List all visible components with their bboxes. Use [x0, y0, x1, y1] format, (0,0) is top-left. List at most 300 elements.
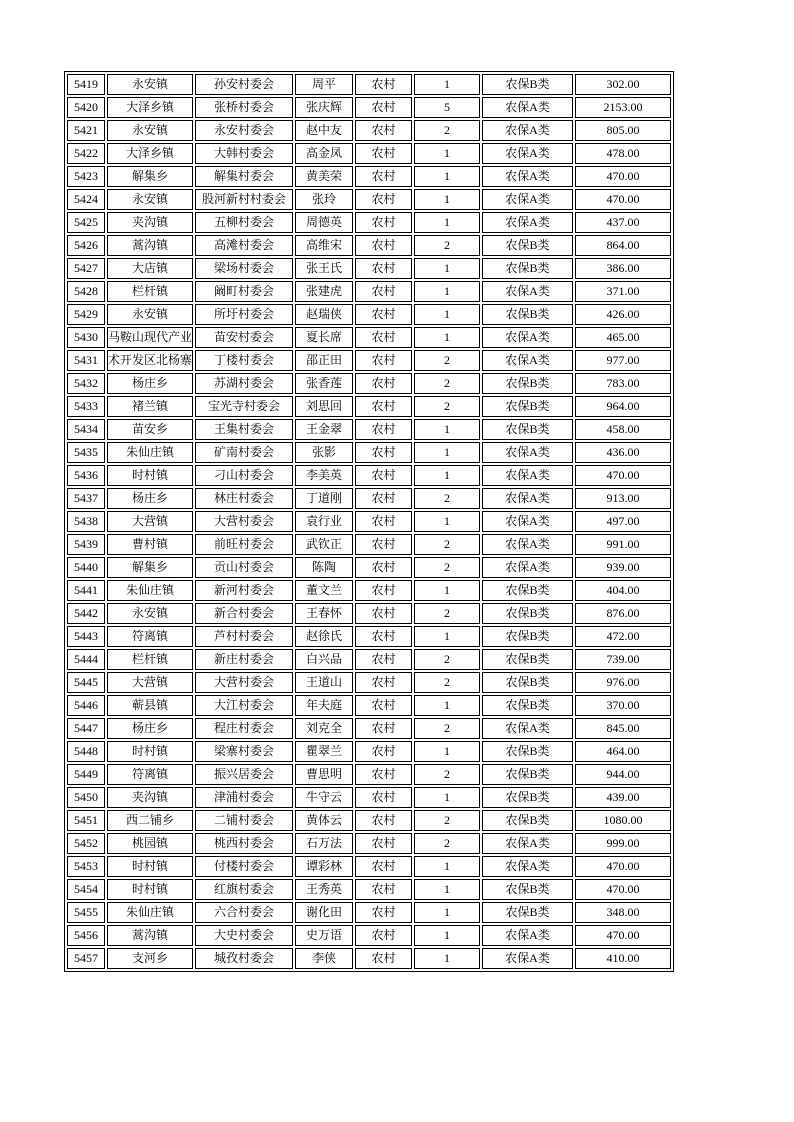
table-row [67, 189, 671, 210]
cell-household-type: 农村 [355, 350, 412, 371]
cell-seq: 5436 [67, 465, 105, 486]
cell-person: 王道山 [295, 672, 353, 693]
table-row [67, 488, 671, 509]
cell-household-type: 农村 [355, 925, 412, 946]
cell-category: 农保A类 [482, 143, 573, 164]
cell-seq: 5438 [67, 511, 105, 532]
cell-person: 袁行业 [295, 511, 353, 532]
cell-person: 瞿翠兰 [295, 741, 353, 762]
table-row [67, 557, 671, 578]
cell-seq: 5419 [67, 74, 105, 95]
cell-committee: 新庄村委会 [195, 649, 293, 670]
cell-category: 农保B类 [482, 902, 573, 923]
cell-category: 农保A类 [482, 534, 573, 555]
cell-count: 1 [414, 787, 480, 808]
cell-household-type: 农村 [355, 465, 412, 486]
table-row [67, 97, 671, 118]
cell-town: 永安镇 [107, 603, 193, 624]
cell-household-type: 农村 [355, 396, 412, 417]
cell-seq: 5426 [67, 235, 105, 256]
cell-town: 解集乡 [107, 166, 193, 187]
cell-town: 朱仙庄镇 [107, 580, 193, 601]
cell-town: 永安镇 [107, 304, 193, 325]
cell-amount: 302.00 [575, 74, 671, 95]
cell-count: 1 [414, 580, 480, 601]
table-row [67, 856, 671, 877]
cell-seq: 5429 [67, 304, 105, 325]
cell-household-type: 农村 [355, 281, 412, 302]
cell-category: 农保B类 [482, 626, 573, 647]
cell-person: 石万法 [295, 833, 353, 854]
cell-count: 1 [414, 166, 480, 187]
table-row [67, 948, 671, 969]
cell-household-type: 农村 [355, 856, 412, 877]
cell-category: 农保B类 [482, 235, 573, 256]
cell-person: 张香莲 [295, 373, 353, 394]
cell-seq: 5435 [67, 442, 105, 463]
cell-town: 大泽乡镇 [107, 143, 193, 164]
cell-seq: 5432 [67, 373, 105, 394]
table-row [67, 419, 671, 440]
cell-committee: 红旗村委会 [195, 879, 293, 900]
cell-seq: 5424 [67, 189, 105, 210]
cell-household-type: 农村 [355, 695, 412, 716]
cell-person: 赵徐氏 [295, 626, 353, 647]
cell-count: 1 [414, 327, 480, 348]
cell-person: 张庆辉 [295, 97, 353, 118]
cell-seq: 5454 [67, 879, 105, 900]
cell-category: 农保B类 [482, 580, 573, 601]
cell-amount: 944.00 [575, 764, 671, 785]
cell-person: 刘克全 [295, 718, 353, 739]
cell-seq: 5457 [67, 948, 105, 969]
cell-committee: 六合村委会 [195, 902, 293, 923]
cell-town: 夹沟镇 [107, 787, 193, 808]
cell-town: 苗安乡 [107, 419, 193, 440]
cell-count: 1 [414, 511, 480, 532]
cell-person: 张影 [295, 442, 353, 463]
cell-committee: 新河村委会 [195, 580, 293, 601]
cell-town: 时村镇 [107, 856, 193, 877]
cell-town: 永安镇 [107, 120, 193, 141]
cell-amount: 437.00 [575, 212, 671, 233]
cell-person: 张王氏 [295, 258, 353, 279]
cell-count: 1 [414, 143, 480, 164]
cell-count: 2 [414, 120, 480, 141]
cell-amount: 470.00 [575, 166, 671, 187]
cell-person: 夏长席 [295, 327, 353, 348]
cell-person: 王秀英 [295, 879, 353, 900]
cell-person: 李美英 [295, 465, 353, 486]
cell-category: 农保B类 [482, 396, 573, 417]
cell-person: 董文兰 [295, 580, 353, 601]
cell-count: 2 [414, 373, 480, 394]
cell-category: 农保B类 [482, 258, 573, 279]
cell-household-type: 农村 [355, 810, 412, 831]
cell-committee: 大营村委会 [195, 672, 293, 693]
cell-category: 农保A类 [482, 327, 573, 348]
cell-committee: 孙安村委会 [195, 74, 293, 95]
cell-seq: 5442 [67, 603, 105, 624]
cell-amount: 783.00 [575, 373, 671, 394]
cell-count: 2 [414, 557, 480, 578]
cell-seq: 5422 [67, 143, 105, 164]
cell-person: 周平 [295, 74, 353, 95]
cell-household-type: 农村 [355, 626, 412, 647]
cell-committee: 大史村委会 [195, 925, 293, 946]
cell-seq: 5439 [67, 534, 105, 555]
table-row [67, 304, 671, 325]
cell-category: 农保B类 [482, 304, 573, 325]
cell-household-type: 农村 [355, 258, 412, 279]
cell-household-type: 农村 [355, 718, 412, 739]
cell-committee: 大韩村委会 [195, 143, 293, 164]
cell-household-type: 农村 [355, 787, 412, 808]
cell-committee: 大营村委会 [195, 511, 293, 532]
table-row [67, 396, 671, 417]
cell-count: 1 [414, 925, 480, 946]
cell-amount: 805.00 [575, 120, 671, 141]
cell-amount: 964.00 [575, 396, 671, 417]
cell-category: 农保B类 [482, 695, 573, 716]
cell-seq: 5427 [67, 258, 105, 279]
cell-person: 高维宋 [295, 235, 353, 256]
table-row [67, 465, 671, 486]
cell-amount: 2153.00 [575, 97, 671, 118]
cell-seq: 5443 [67, 626, 105, 647]
cell-amount: 876.00 [575, 603, 671, 624]
cell-category: 农保A类 [482, 856, 573, 877]
cell-count: 1 [414, 212, 480, 233]
cell-person: 赵中友 [295, 120, 353, 141]
cell-category: 农保B类 [482, 373, 573, 394]
cell-count: 2 [414, 833, 480, 854]
table-row [67, 258, 671, 279]
cell-town: 解集乡 [107, 557, 193, 578]
cell-town: 曹村镇 [107, 534, 193, 555]
cell-seq: 5428 [67, 281, 105, 302]
cell-category: 农保A类 [482, 948, 573, 969]
cell-category: 农保A类 [482, 718, 573, 739]
cell-count: 1 [414, 419, 480, 440]
cell-committee: 高滩村委会 [195, 235, 293, 256]
table-row [67, 603, 671, 624]
cell-amount: 410.00 [575, 948, 671, 969]
cell-seq: 5450 [67, 787, 105, 808]
cell-committee: 永安村委会 [195, 120, 293, 141]
cell-category: 农保A类 [482, 166, 573, 187]
cell-committee: 桃西村委会 [195, 833, 293, 854]
cell-person: 丁道刚 [295, 488, 353, 509]
cell-household-type: 农村 [355, 327, 412, 348]
cell-seq: 5425 [67, 212, 105, 233]
cell-committee: 津浦村委会 [195, 787, 293, 808]
cell-count: 2 [414, 649, 480, 670]
cell-town: 褚兰镇 [107, 396, 193, 417]
cell-seq: 5452 [67, 833, 105, 854]
cell-town: 符离镇 [107, 764, 193, 785]
table-row [67, 350, 671, 371]
cell-category: 农保B类 [482, 879, 573, 900]
cell-household-type: 农村 [355, 833, 412, 854]
table-row [67, 649, 671, 670]
cell-person: 武钦正 [295, 534, 353, 555]
cell-count: 2 [414, 764, 480, 785]
table-row [67, 764, 671, 785]
cell-committee: 芦村村委会 [195, 626, 293, 647]
cell-count: 2 [414, 350, 480, 371]
table-row [67, 74, 671, 95]
cell-amount: 404.00 [575, 580, 671, 601]
cell-count: 1 [414, 189, 480, 210]
cell-town: 支河乡 [107, 948, 193, 969]
cell-town: 永安镇 [107, 189, 193, 210]
cell-seq: 5455 [67, 902, 105, 923]
cell-category: 农保A类 [482, 833, 573, 854]
cell-town: 杨庄乡 [107, 488, 193, 509]
cell-town: 朱仙庄镇 [107, 902, 193, 923]
cell-seq: 5434 [67, 419, 105, 440]
cell-count: 1 [414, 465, 480, 486]
cell-person: 年夫庭 [295, 695, 353, 716]
cell-amount: 439.00 [575, 787, 671, 808]
cell-household-type: 农村 [355, 948, 412, 969]
cell-household-type: 农村 [355, 672, 412, 693]
table-row [67, 718, 671, 739]
cell-household-type: 农村 [355, 488, 412, 509]
cell-person: 史万语 [295, 925, 353, 946]
cell-amount: 472.00 [575, 626, 671, 647]
cell-town: 时村镇 [107, 465, 193, 486]
cell-town: 术开发区北杨寨 [107, 350, 193, 371]
cell-category: 农保A类 [482, 465, 573, 486]
cell-count: 1 [414, 626, 480, 647]
cell-count: 2 [414, 235, 480, 256]
table-row [67, 925, 671, 946]
cell-town: 蕲县镇 [107, 695, 193, 716]
cell-amount: 739.00 [575, 649, 671, 670]
cell-amount: 497.00 [575, 511, 671, 532]
cell-household-type: 农村 [355, 97, 412, 118]
cell-amount: 977.00 [575, 350, 671, 371]
cell-amount: 1080.00 [575, 810, 671, 831]
cell-person: 牛守云 [295, 787, 353, 808]
cell-seq: 5430 [67, 327, 105, 348]
cell-category: 农保A类 [482, 488, 573, 509]
cell-committee: 林庄村委会 [195, 488, 293, 509]
cell-count: 2 [414, 718, 480, 739]
cell-person: 张玲 [295, 189, 353, 210]
cell-amount: 348.00 [575, 902, 671, 923]
cell-household-type: 农村 [355, 442, 412, 463]
cell-amount: 371.00 [575, 281, 671, 302]
cell-committee: 所圩村委会 [195, 304, 293, 325]
cell-committee: 苗安村委会 [195, 327, 293, 348]
table-row [67, 741, 671, 762]
cell-amount: 470.00 [575, 925, 671, 946]
cell-committee: 张桥村委会 [195, 97, 293, 118]
table-body [67, 74, 671, 969]
cell-category: 农保B类 [482, 603, 573, 624]
cell-amount: 478.00 [575, 143, 671, 164]
cell-amount: 470.00 [575, 465, 671, 486]
cell-town: 大泽乡镇 [107, 97, 193, 118]
table-row [67, 143, 671, 164]
table-row [67, 235, 671, 256]
cell-category: 农保A类 [482, 212, 573, 233]
cell-seq: 5447 [67, 718, 105, 739]
cell-seq: 5451 [67, 810, 105, 831]
cell-seq: 5449 [67, 764, 105, 785]
cell-amount: 913.00 [575, 488, 671, 509]
cell-committee: 梁场村委会 [195, 258, 293, 279]
cell-count: 5 [414, 97, 480, 118]
cell-category: 农保B类 [482, 810, 573, 831]
cell-town: 朱仙庄镇 [107, 442, 193, 463]
cell-seq: 5446 [67, 695, 105, 716]
cell-household-type: 农村 [355, 511, 412, 532]
cell-category: 农保B类 [482, 741, 573, 762]
cell-committee: 前旺村委会 [195, 534, 293, 555]
cell-person: 王春怀 [295, 603, 353, 624]
cell-town: 蒿沟镇 [107, 925, 193, 946]
cell-amount: 976.00 [575, 672, 671, 693]
cell-town: 蒿沟镇 [107, 235, 193, 256]
table-row [67, 580, 671, 601]
cell-committee: 新合村委会 [195, 603, 293, 624]
cell-count: 2 [414, 603, 480, 624]
table-row [67, 902, 671, 923]
cell-person: 黄美荣 [295, 166, 353, 187]
cell-seq: 5440 [67, 557, 105, 578]
table-row [67, 626, 671, 647]
cell-household-type: 农村 [355, 603, 412, 624]
cell-category: 农保A类 [482, 120, 573, 141]
cell-category: 农保A类 [482, 925, 573, 946]
cell-committee: 二铺村委会 [195, 810, 293, 831]
cell-person: 张建虎 [295, 281, 353, 302]
cell-household-type: 农村 [355, 304, 412, 325]
cell-household-type: 农村 [355, 764, 412, 785]
cell-committee: 城孜村委会 [195, 948, 293, 969]
cell-count: 1 [414, 304, 480, 325]
table-row [67, 534, 671, 555]
cell-amount: 458.00 [575, 419, 671, 440]
cell-amount: 436.00 [575, 442, 671, 463]
cell-seq: 5445 [67, 672, 105, 693]
records-table [64, 71, 674, 972]
cell-amount: 864.00 [575, 235, 671, 256]
cell-category: 农保A类 [482, 281, 573, 302]
cell-count: 1 [414, 258, 480, 279]
table-row [67, 511, 671, 532]
cell-town: 栏杆镇 [107, 649, 193, 670]
cell-person: 高金凤 [295, 143, 353, 164]
table-row [67, 120, 671, 141]
cell-committee: 解集村委会 [195, 166, 293, 187]
cell-committee: 程庄村委会 [195, 718, 293, 739]
cell-committee: 大江村委会 [195, 695, 293, 716]
cell-household-type: 农村 [355, 373, 412, 394]
table-row [67, 787, 671, 808]
cell-household-type: 农村 [355, 189, 412, 210]
cell-committee: 五柳村委会 [195, 212, 293, 233]
cell-person: 赵瑞侠 [295, 304, 353, 325]
cell-committee: 宝光寺村委会 [195, 396, 293, 417]
cell-amount: 991.00 [575, 534, 671, 555]
cell-category: 农保B类 [482, 672, 573, 693]
cell-household-type: 农村 [355, 557, 412, 578]
cell-household-type: 农村 [355, 143, 412, 164]
cell-category: 农保B类 [482, 419, 573, 440]
cell-seq: 5420 [67, 97, 105, 118]
cell-category: 农保B类 [482, 74, 573, 95]
cell-person: 谭彩林 [295, 856, 353, 877]
cell-category: 农保A类 [482, 442, 573, 463]
cell-person: 王金翠 [295, 419, 353, 440]
table-row [67, 833, 671, 854]
cell-amount: 464.00 [575, 741, 671, 762]
cell-household-type: 农村 [355, 741, 412, 762]
cell-amount: 465.00 [575, 327, 671, 348]
cell-committee: 苏湖村委会 [195, 373, 293, 394]
cell-household-type: 农村 [355, 235, 412, 256]
cell-category: 农保B类 [482, 649, 573, 670]
cell-household-type: 农村 [355, 879, 412, 900]
cell-person: 李侠 [295, 948, 353, 969]
cell-count: 1 [414, 879, 480, 900]
cell-committee: 丁楼村委会 [195, 350, 293, 371]
cell-person: 刘思回 [295, 396, 353, 417]
cell-committee: 刁山村委会 [195, 465, 293, 486]
cell-town: 杨庄乡 [107, 718, 193, 739]
table-row [67, 212, 671, 233]
cell-town: 时村镇 [107, 879, 193, 900]
table-row [67, 327, 671, 348]
cell-seq: 5433 [67, 396, 105, 417]
cell-category: 农保A类 [482, 557, 573, 578]
cell-seq: 5441 [67, 580, 105, 601]
cell-household-type: 农村 [355, 120, 412, 141]
cell-committee: 阚町村委会 [195, 281, 293, 302]
cell-category: 农保A类 [482, 350, 573, 371]
cell-count: 1 [414, 695, 480, 716]
cell-seq: 5431 [67, 350, 105, 371]
cell-person: 谢化田 [295, 902, 353, 923]
cell-town: 栏杆镇 [107, 281, 193, 302]
cell-town: 大营镇 [107, 511, 193, 532]
cell-household-type: 农村 [355, 212, 412, 233]
table-row [67, 695, 671, 716]
cell-household-type: 农村 [355, 902, 412, 923]
cell-household-type: 农村 [355, 534, 412, 555]
cell-household-type: 农村 [355, 74, 412, 95]
cell-count: 2 [414, 534, 480, 555]
cell-town: 时村镇 [107, 741, 193, 762]
cell-amount: 845.00 [575, 718, 671, 739]
cell-category: 农保B类 [482, 787, 573, 808]
cell-town: 桃园镇 [107, 833, 193, 854]
table-row [67, 442, 671, 463]
table-row [67, 281, 671, 302]
cell-town: 马鞍山现代产业 [107, 327, 193, 348]
cell-seq: 5448 [67, 741, 105, 762]
cell-person: 周德英 [295, 212, 353, 233]
cell-town: 符离镇 [107, 626, 193, 647]
cell-household-type: 农村 [355, 649, 412, 670]
table-row [67, 810, 671, 831]
cell-committee: 振兴居委会 [195, 764, 293, 785]
